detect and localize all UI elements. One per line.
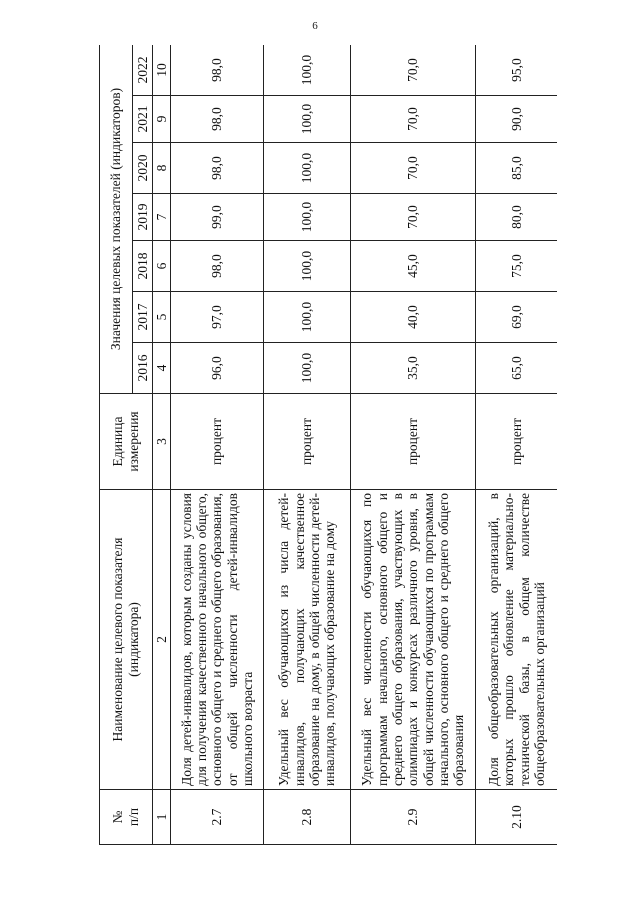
indicator-name: Доля детей-инвалидов, которым созданы условия для получения качественного начального общего, основного общего и среднего общего образования, от общей численности детей-инвалидов школьного возраста <box>171 490 264 790</box>
column-number: 2 <box>153 490 171 790</box>
header-year: 2017 <box>133 292 153 343</box>
value-cell: 100,0 <box>264 343 351 394</box>
header-values-group: Значения целевых показателей (индикаторов) <box>100 45 133 394</box>
row-number: 2.10 <box>476 790 558 845</box>
value-cell: 100,0 <box>264 194 351 241</box>
table-row <box>476 45 558 845</box>
header-row-top <box>100 45 133 845</box>
column-number: 8 <box>153 143 171 194</box>
column-number: 4 <box>153 343 171 394</box>
column-number-row <box>153 45 171 845</box>
unit-cell: процент <box>264 394 351 490</box>
value-cell: 75,0 <box>476 241 558 292</box>
value-cell: 100,0 <box>264 143 351 194</box>
indicator-table <box>99 45 557 845</box>
header-year: 2018 <box>133 241 153 292</box>
column-number: 1 <box>153 790 171 845</box>
unit-cell: процент <box>351 394 476 490</box>
value-cell: 70,0 <box>351 45 476 96</box>
value-cell: 100,0 <box>264 96 351 143</box>
table-row <box>264 45 351 845</box>
indicator-name: Удельный вес численности обучающихся по программам начального, основного общего и среднего общего образования, участвующих в олимпиадах и конкурсах различного уровня, в общей численности обучающихся по программам начального, основного общего и среднего общего образования <box>351 490 476 790</box>
value-cell: 96,0 <box>171 343 264 394</box>
rotated-table-container <box>99 45 557 845</box>
value-cell: 99,0 <box>171 194 264 241</box>
value-cell: 40,0 <box>351 292 476 343</box>
row-number: 2.7 <box>171 790 264 845</box>
value-cell: 98,0 <box>171 241 264 292</box>
column-number: 10 <box>153 45 171 96</box>
indicator-name: Удельный вес обучающихся из числа детей-инвалидов, получающих качественное образование на дому, в общей численности детей-инвалидов, получающих образование на дому <box>264 490 351 790</box>
value-cell: 100,0 <box>264 292 351 343</box>
header-unit: Единица измерения <box>100 394 153 490</box>
table-row <box>351 45 476 845</box>
indicator-table-frame <box>99 45 557 845</box>
page-number: 6 <box>312 20 318 32</box>
value-cell: 97,0 <box>171 292 264 343</box>
value-cell: 100,0 <box>264 241 351 292</box>
header-year: 2019 <box>133 194 153 241</box>
header-year: 2022 <box>133 45 153 96</box>
column-number: 9 <box>153 96 171 143</box>
column-number: 7 <box>153 194 171 241</box>
header-year: 2020 <box>133 143 153 194</box>
value-cell: 98,0 <box>171 143 264 194</box>
value-cell: 95,0 <box>476 45 558 96</box>
header-name: Наименование целевого показателя (индикатора) <box>100 490 153 790</box>
header-year: 2016 <box>133 343 153 394</box>
value-cell: 98,0 <box>171 96 264 143</box>
column-number: 6 <box>153 241 171 292</box>
header-no: № п/п <box>100 790 153 845</box>
table-row <box>171 45 264 845</box>
value-cell: 80,0 <box>476 194 558 241</box>
value-cell: 35,0 <box>351 343 476 394</box>
value-cell: 100,0 <box>264 45 351 96</box>
value-cell: 85,0 <box>476 143 558 194</box>
value-cell: 70,0 <box>351 143 476 194</box>
value-cell: 90,0 <box>476 96 558 143</box>
value-cell: 70,0 <box>351 96 476 143</box>
value-cell: 70,0 <box>351 194 476 241</box>
row-number: 2.8 <box>264 790 351 845</box>
value-cell: 98,0 <box>171 45 264 96</box>
value-cell: 65,0 <box>476 343 558 394</box>
unit-cell: процент <box>476 394 558 490</box>
column-number: 5 <box>153 292 171 343</box>
column-number: 3 <box>153 394 171 490</box>
value-cell: 69,0 <box>476 292 558 343</box>
indicator-name: Доля общеобразовательных организаций, в которых прошло обновление материально-технической базы, в общем количестве общеобразовательных организаций <box>476 490 558 790</box>
unit-cell: процент <box>171 394 264 490</box>
value-cell: 45,0 <box>351 241 476 292</box>
row-number: 2.9 <box>351 790 476 845</box>
header-year: 2021 <box>133 96 153 143</box>
